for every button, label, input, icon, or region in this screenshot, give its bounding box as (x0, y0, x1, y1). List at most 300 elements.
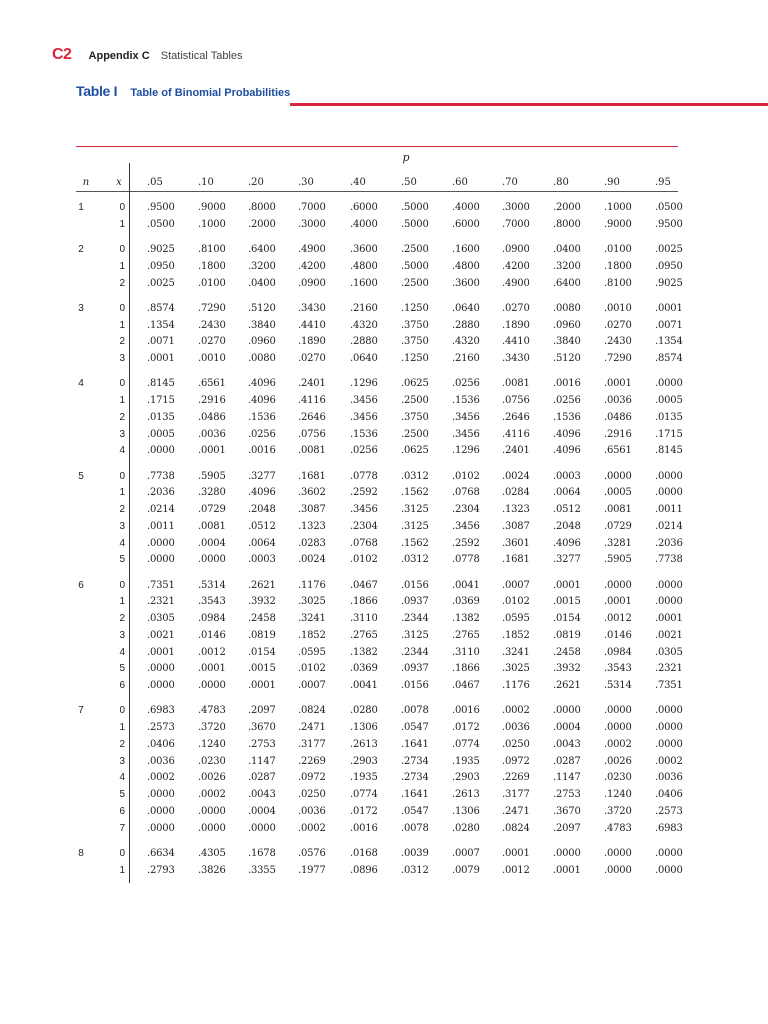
probability-cell: .3670 (553, 805, 581, 817)
probability-cell: .3456 (452, 411, 480, 423)
table-row (76, 645, 683, 661)
probability-cell: .1382 (452, 613, 480, 624)
p-label: p (402, 151, 410, 164)
probability-cell: .0002 (298, 822, 326, 834)
probability-cell: .1935 (350, 772, 378, 784)
probability-cell: .0002 (655, 755, 683, 767)
probability-cell: .2160 (350, 302, 378, 314)
probability-cell: .1296 (452, 445, 480, 457)
table-row (76, 863, 683, 879)
n-value: 8 (78, 847, 84, 859)
probability-cell: .0025 (655, 244, 683, 255)
x-value: 2 (119, 738, 125, 750)
probability-cell: .2573 (655, 805, 683, 817)
n-value: 2 (78, 244, 84, 255)
probability-cell: .0100 (198, 277, 226, 289)
probability-cell: .7290 (198, 302, 226, 314)
probability-cell: .0000 (655, 738, 683, 750)
probability-cell: .0000 (604, 864, 632, 876)
probability-cell: .2646 (502, 411, 530, 423)
x-column-header: x (116, 177, 122, 188)
probability-cell: .0467 (350, 579, 378, 591)
probability-cell: .8000 (248, 202, 276, 213)
probability-cell: .8100 (604, 277, 632, 289)
probability-cell: .4096 (248, 395, 276, 406)
probability-cell: .0824 (502, 822, 530, 834)
probability-cell: .3125 (401, 520, 429, 532)
probability-cell: .9000 (604, 218, 632, 230)
probability-cell: .1176 (298, 579, 326, 591)
probability-cell: .4116 (298, 395, 326, 406)
probability-cell: .0071 (147, 336, 175, 348)
appendix-title: Statistical Tables (160, 50, 243, 62)
probability-cell: .0000 (655, 722, 683, 733)
probability-cell: .0819 (553, 629, 581, 641)
probability-cell: .6000 (452, 218, 480, 230)
probability-cell: .3602 (298, 487, 326, 499)
x-value: 1 (119, 260, 125, 272)
probability-cell: .2765 (452, 629, 480, 641)
probability-cell: .0280 (452, 822, 480, 834)
probability-cell: .0016 (248, 445, 276, 457)
caption-rule (290, 103, 768, 106)
probability-cell: .0012 (604, 613, 632, 624)
probability-cell: .6983 (147, 705, 175, 717)
table-row (76, 334, 683, 350)
p-column-header: .40 (350, 177, 366, 188)
probability-cell: .0280 (350, 705, 378, 717)
probability-cell: .7000 (502, 218, 530, 230)
probability-cell: .4900 (502, 277, 530, 289)
probability-cell: .3200 (553, 260, 581, 272)
probability-cell: .8145 (147, 378, 175, 390)
probability-cell: .1800 (604, 260, 632, 272)
probability-cell: .0001 (655, 302, 683, 314)
probability-cell: .6000 (350, 202, 378, 213)
probability-cell: .3025 (502, 663, 530, 675)
probability-cell: .8145 (655, 445, 683, 457)
probability-cell: .0024 (502, 470, 530, 482)
probability-cell: .0005 (604, 487, 632, 499)
table-row (76, 301, 683, 317)
probability-cell: .3826 (198, 864, 226, 876)
probability-cell: .0001 (655, 613, 683, 624)
probability-cell: .0079 (452, 864, 480, 876)
probability-cell: .0960 (248, 336, 276, 348)
probability-cell: .0156 (401, 680, 429, 691)
x-value: 1 (119, 218, 125, 230)
probability-cell: .1678 (248, 847, 276, 859)
probability-cell: .3840 (553, 336, 581, 348)
probability-cell: .3670 (248, 722, 276, 733)
probability-cell: .0000 (604, 470, 632, 482)
page-header (52, 44, 243, 64)
probability-cell: .0036 (298, 805, 326, 817)
probability-cell: .9025 (147, 244, 175, 255)
probability-cell: .1382 (350, 646, 378, 658)
probability-cell: .3087 (298, 504, 326, 515)
probability-cell: .0000 (248, 822, 276, 834)
probability-cell: .3125 (401, 504, 429, 515)
probability-cell: .3277 (248, 470, 276, 482)
probability-cell: .4096 (248, 378, 276, 390)
probability-cell: .0000 (147, 822, 175, 834)
x-value: 0 (119, 244, 125, 255)
probability-cell: .0256 (248, 428, 276, 440)
probability-cell: .2916 (604, 428, 632, 440)
probability-cell: .3600 (350, 244, 378, 255)
probability-cell: .0135 (147, 411, 175, 423)
probability-cell: .2500 (401, 395, 429, 406)
probability-cell: .1600 (350, 277, 378, 289)
probability-cell: .6400 (248, 244, 276, 255)
probability-cell: .3932 (553, 663, 581, 675)
table-row (76, 427, 683, 443)
probability-cell: .5314 (604, 680, 632, 691)
x-value: 0 (119, 378, 125, 390)
probability-cell: .0172 (350, 805, 378, 817)
probability-cell: .2269 (502, 772, 530, 784)
probability-cell: .1935 (452, 755, 480, 767)
probability-cell: .3125 (401, 629, 429, 641)
probability-cell: .2458 (248, 613, 276, 624)
probability-cell: .0010 (198, 353, 226, 364)
probability-cell: .4320 (452, 336, 480, 348)
probability-cell: .4096 (248, 487, 276, 499)
probability-cell: .0025 (147, 277, 175, 289)
probability-cell: .1323 (298, 520, 326, 532)
probability-cell: .0972 (502, 755, 530, 767)
table-row (76, 737, 683, 753)
probability-cell: .0102 (298, 663, 326, 675)
x-value: 2 (119, 336, 125, 348)
probability-cell: .4200 (502, 260, 530, 272)
probability-cell: .1800 (198, 260, 226, 272)
probability-cell: .0000 (655, 378, 683, 390)
probability-cell: .3241 (298, 613, 326, 624)
probability-cell: .0000 (655, 596, 683, 608)
x-value: 0 (119, 847, 125, 859)
probability-cell: .0146 (198, 629, 226, 641)
p-column-header: .80 (553, 177, 569, 188)
probability-cell: .0467 (452, 680, 480, 691)
table-row (76, 821, 683, 837)
probability-cell: .0576 (298, 847, 326, 859)
probability-cell: .0283 (298, 537, 326, 549)
probability-cell: .1306 (452, 805, 480, 817)
probability-cell: .0081 (502, 378, 530, 390)
probability-cell: .2321 (655, 663, 683, 675)
probability-cell: .3720 (604, 805, 632, 817)
p-column-header: .70 (502, 177, 518, 188)
probability-cell: .9000 (198, 202, 226, 213)
probability-cell: .5314 (198, 579, 226, 591)
probability-cell: .0256 (350, 445, 378, 457)
p-column-header: .60 (452, 177, 468, 188)
probability-cell: .0001 (147, 646, 175, 658)
probability-cell: .0102 (452, 470, 480, 482)
probability-cell: .0950 (655, 260, 683, 272)
probability-cell: .0640 (350, 353, 378, 364)
probability-cell: .0001 (604, 596, 632, 608)
probability-cell: .1240 (198, 738, 226, 750)
probability-cell: .0041 (350, 680, 378, 691)
table-row (76, 217, 683, 233)
probability-cell: .3600 (452, 277, 480, 289)
x-value: 1 (119, 487, 125, 499)
probability-cell: .0400 (553, 244, 581, 255)
table-row (76, 594, 683, 610)
probability-cell: .2430 (198, 319, 226, 331)
probability-cell: .0547 (401, 722, 429, 733)
probability-cell: .1890 (502, 319, 530, 331)
probability-cell: .3543 (198, 596, 226, 608)
probability-cell: .3025 (298, 596, 326, 608)
probability-cell: .4410 (298, 319, 326, 331)
probability-cell: .0026 (198, 772, 226, 784)
probability-cell: .9500 (147, 202, 175, 213)
table-row (76, 661, 683, 677)
probability-cell: .1977 (298, 864, 326, 876)
probability-cell: .2880 (350, 336, 378, 348)
probability-cell: .0004 (553, 722, 581, 733)
probability-cell: .0250 (502, 738, 530, 750)
x-value: 5 (119, 789, 125, 800)
probability-cell: .0001 (553, 864, 581, 876)
probability-cell: .8574 (655, 353, 683, 364)
probability-cell: .0312 (401, 470, 429, 482)
probability-cell: .4000 (350, 218, 378, 230)
probability-cell: .1536 (553, 411, 581, 423)
table-row (76, 578, 683, 594)
probability-cell: .0270 (298, 353, 326, 364)
probability-cell: .0081 (298, 445, 326, 457)
probability-cell: .0729 (604, 520, 632, 532)
probability-cell: .0984 (198, 613, 226, 624)
probability-cell: .3177 (298, 738, 326, 750)
probability-cell: .2458 (553, 646, 581, 658)
probability-cell: .2753 (248, 738, 276, 750)
probability-cell: .0640 (452, 302, 480, 314)
probability-cell: .4305 (198, 847, 226, 859)
table-row (76, 846, 683, 862)
probability-cell: .0000 (655, 487, 683, 499)
p-column-header: .90 (604, 177, 620, 188)
probability-cell: .4200 (298, 260, 326, 272)
probability-cell: .1681 (298, 470, 326, 482)
probability-cell: .1147 (553, 772, 581, 784)
probability-cell: .2500 (401, 277, 429, 289)
probability-cell: .3430 (502, 353, 530, 364)
probability-cell: .0500 (147, 218, 175, 230)
table-row (76, 536, 683, 552)
x-value: 4 (119, 537, 125, 549)
probability-cell: .0729 (198, 504, 226, 515)
probability-cell: .0078 (401, 822, 429, 834)
probability-cell: .0625 (401, 378, 429, 390)
probability-cell: .5000 (401, 202, 429, 213)
probability-cell: .0000 (198, 554, 226, 566)
probability-cell: .9500 (655, 218, 683, 230)
probability-cell: .3000 (502, 202, 530, 213)
probability-cell: .3110 (452, 646, 480, 658)
probability-cell: .0595 (298, 646, 326, 658)
table-row (76, 519, 683, 535)
probability-cell: .0547 (401, 805, 429, 817)
probability-cell: .3241 (502, 646, 530, 658)
probability-cell: .0002 (502, 705, 530, 717)
probability-cell: .1176 (502, 680, 530, 691)
probability-cell: .0000 (553, 847, 581, 859)
probability-cell: .1562 (401, 537, 429, 549)
probability-cell: .0000 (655, 470, 683, 482)
x-value: 1 (119, 596, 125, 608)
probability-cell: .2765 (350, 629, 378, 641)
probability-cell: .0036 (198, 428, 226, 440)
probability-cell: .0256 (553, 395, 581, 406)
probability-cell: .5905 (198, 470, 226, 482)
probability-cell: .2621 (553, 680, 581, 691)
probability-cell: .0000 (553, 705, 581, 717)
table-row (76, 318, 683, 334)
probability-cell: .0512 (248, 520, 276, 532)
probability-cell: .0500 (655, 202, 683, 213)
probability-cell: .1147 (248, 755, 276, 767)
probability-cell: .1323 (502, 504, 530, 515)
table-row (76, 628, 683, 644)
probability-cell: .3932 (248, 596, 276, 608)
x-value: 6 (119, 680, 125, 691)
probability-cell: .0000 (604, 579, 632, 591)
probability-cell: .3456 (350, 395, 378, 406)
probability-cell: .7738 (655, 554, 683, 566)
probability-cell: .0486 (198, 411, 226, 423)
probability-cell: .0250 (298, 789, 326, 800)
table-title: Table of Binomial Probabilities (130, 87, 291, 99)
probability-cell: .2430 (604, 336, 632, 348)
n-value: 3 (78, 302, 84, 314)
table-row (76, 552, 683, 568)
probability-cell: .0154 (248, 646, 276, 658)
probability-cell: .0036 (502, 722, 530, 733)
probability-cell: .2401 (502, 445, 530, 457)
probability-cell: .0256 (452, 378, 480, 390)
probability-cell: .4800 (452, 260, 480, 272)
probability-cell: .1715 (655, 428, 683, 440)
probability-cell: .0015 (248, 663, 276, 675)
probability-cell: .0081 (198, 520, 226, 532)
probability-cell: .2621 (248, 579, 276, 591)
probability-cell: .3543 (604, 663, 632, 675)
probability-cell: .0043 (553, 738, 581, 750)
x-value: 0 (119, 470, 125, 482)
probability-cell: .1354 (147, 319, 175, 331)
probability-cell: .0896 (350, 864, 378, 876)
probability-cell: .2880 (452, 319, 480, 331)
p-column-header: .05 (147, 177, 163, 188)
probability-cell: .2036 (147, 487, 175, 499)
probability-cell: .3456 (350, 411, 378, 423)
probability-cell: .0001 (553, 579, 581, 591)
table-row (76, 678, 683, 694)
table-row (76, 351, 683, 367)
probability-cell: .0039 (401, 847, 429, 859)
probability-cell: .0000 (198, 805, 226, 817)
probability-cell: .2304 (350, 520, 378, 532)
probability-cell: .0011 (147, 520, 175, 532)
x-value: 5 (119, 663, 125, 675)
probability-cell: .3456 (452, 520, 480, 532)
probability-cell: .0010 (604, 302, 632, 314)
probability-cell: .1306 (350, 722, 378, 733)
probability-cell: .1866 (452, 663, 480, 675)
probability-cell: .0024 (298, 554, 326, 566)
probability-cell: .2753 (553, 789, 581, 800)
probability-cell: .4096 (553, 428, 581, 440)
probability-cell: .0078 (401, 705, 429, 717)
probability-cell: .0000 (604, 847, 632, 859)
page-number: C2 (52, 46, 72, 63)
probability-cell: .0625 (401, 445, 429, 457)
n-value: 5 (78, 470, 84, 482)
probability-cell: .3355 (248, 864, 276, 876)
x-value: 4 (119, 646, 125, 658)
probability-cell: .8574 (147, 302, 175, 314)
probability-cell: .0000 (604, 722, 632, 733)
probability-cell: .0406 (655, 789, 683, 800)
probability-cell: .0900 (298, 277, 326, 289)
probability-cell: .6561 (198, 378, 226, 390)
probability-cell: .2573 (147, 722, 175, 733)
probability-cell: .0000 (655, 579, 683, 591)
probability-cell: .0168 (350, 847, 378, 859)
probability-cell: .0778 (452, 554, 480, 566)
x-value: 5 (119, 554, 125, 566)
table-top-rule (76, 146, 678, 147)
probability-cell: .3456 (452, 428, 480, 440)
probability-cell: .0595 (502, 613, 530, 624)
probability-cell: .0026 (604, 755, 632, 767)
probability-cell: .0004 (198, 537, 226, 549)
x-value: 3 (119, 353, 125, 364)
probability-cell: .0080 (248, 353, 276, 364)
probability-cell: .5000 (401, 218, 429, 230)
probability-cell: .4800 (350, 260, 378, 272)
probability-cell: .0000 (655, 847, 683, 859)
x-value: 3 (119, 520, 125, 532)
probability-cell: .0756 (502, 395, 530, 406)
probability-cell: .0287 (248, 772, 276, 784)
x-value: 1 (119, 319, 125, 331)
probability-cell: .7000 (298, 202, 326, 213)
probability-cell: .0003 (248, 554, 276, 566)
probability-cell: .2344 (401, 646, 429, 658)
probability-cell: .1866 (350, 596, 378, 608)
table-row (76, 469, 683, 485)
probability-cell: .1641 (401, 738, 429, 750)
table-row (76, 242, 683, 258)
probability-cell: .0000 (198, 822, 226, 834)
x-value: 4 (119, 772, 125, 784)
probability-cell: .0972 (298, 772, 326, 784)
x-value: 3 (119, 629, 125, 641)
probability-cell: .0156 (401, 579, 429, 591)
probability-cell: .0819 (248, 629, 276, 641)
probability-cell: .0011 (655, 504, 683, 515)
probability-cell: .3456 (350, 504, 378, 515)
table-row (76, 754, 683, 770)
probability-cell: .1562 (401, 487, 429, 499)
